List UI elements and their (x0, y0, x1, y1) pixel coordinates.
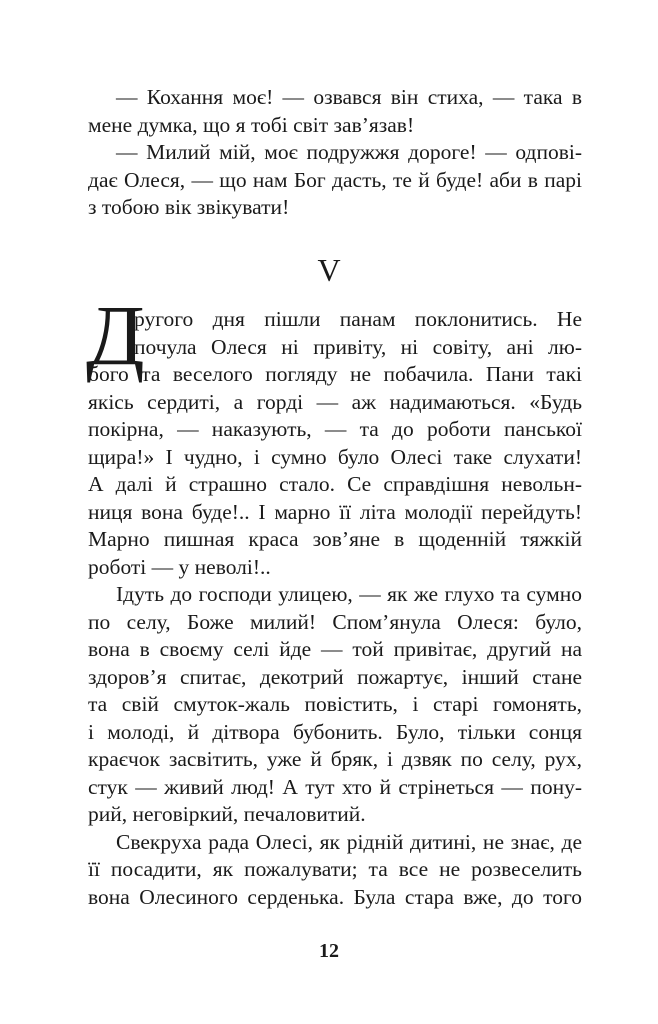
page-number: 12 (319, 940, 339, 962)
text-line: дає Олеся, — що нам Бог дасть, те й буде! аби в парі (88, 167, 582, 192)
text-line: Марно пишная краса зов’яне в щоденній тяжкій (88, 527, 582, 551)
text-line: — Милий мій, моє подружжя дороге! — одпові- (116, 140, 582, 164)
text-line: рий, неговіркий, печаловитий. (88, 802, 366, 826)
text-line: її посадити, як пожалувати; та все не розвеселить (88, 857, 582, 881)
text-line: А далі й страшно стало. Се справдішня невольн- (88, 472, 582, 496)
text-line: ниця вона буде!.. І марно її літа молодії перейдуть! (88, 499, 582, 524)
text-line: вона Олесиного серденька. Була стара вже, до того (88, 884, 582, 909)
text-line: Ідуть до господи улицею, — як же глухо та сумно (116, 582, 582, 606)
text-line: якісь сердиті, а горді — аж надимаються. «Будь (88, 389, 582, 414)
text-line: ругого дня пішли панам поклонитись. Не (134, 307, 582, 331)
drop-cap: Д (86, 287, 145, 383)
dialogue-block (88, 84, 582, 222)
text-line: здоров’я спитає, декотрий пожартує, інший стане (88, 664, 582, 689)
text-line: покірна, — наказують, — та до роботи панської (88, 417, 582, 441)
text-line: почула Олеся ні привіту, ні совіту, ані лю- (134, 334, 582, 359)
text-line: і молоді, й дітвора бубонить. Було, тільки сонця (88, 719, 582, 744)
text-line: по селу, Боже милий! Спом’янула Олеся: було, (88, 609, 582, 634)
chapter-text-block (88, 306, 582, 911)
text-line: стук — живий люд! А тут хто й стрінеться — пону- (88, 774, 582, 799)
text-line: — Кохання моє! — озвався він стиха, — така в (116, 85, 582, 109)
chapter-heading: V (317, 252, 341, 288)
text-line: бого та веселого погляду не побачила. Пани такі (88, 362, 582, 386)
text-line: Свекруха рада Олесі, як рідній дитині, не знає, де (116, 829, 582, 854)
text-line: з тобою вік звікувати! (88, 195, 290, 219)
text-line: мене думка, що я тобі світ зав’язав! (88, 112, 415, 137)
text-line: вона в своєму селі йде — той привітає, другий на (88, 637, 582, 661)
text-line: щира!» І чудно, і сумно було Олесі таке слухати! (88, 444, 582, 469)
text-line: краєчок засвітить, уже й бряк, і дзвяк по селу, рух, (88, 747, 582, 771)
text-line: роботі — у неволі!.. (88, 554, 271, 579)
text-line: та свій смуток-жаль повістить, і старі гомонять, (88, 692, 582, 716)
